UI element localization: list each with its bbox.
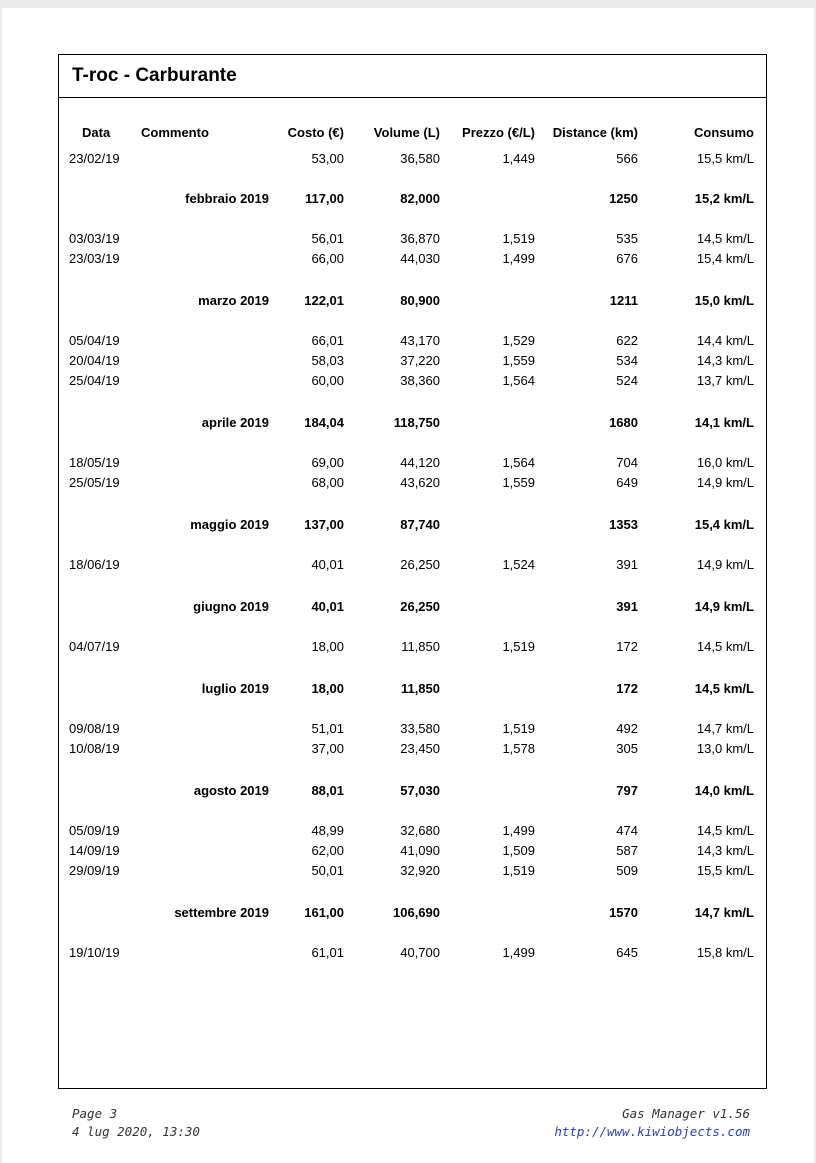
cost-cell: 66,00 (311, 251, 344, 266)
distance-cell: 1680 (609, 415, 638, 430)
date-cell: 14/09/19 (69, 843, 120, 858)
header-cost: Costo (€) (287, 125, 344, 140)
table-row (59, 945, 766, 961)
month-label: giugno 2019 (193, 599, 269, 614)
volume-cell: 37,220 (400, 353, 440, 368)
volume-cell: 82,000 (400, 191, 440, 206)
volume-cell: 87,740 (400, 517, 440, 532)
cost-cell: 40,01 (311, 599, 344, 614)
consumption-cell: 16,0 km/L (696, 455, 754, 470)
consumption-cell: 14,7 km/L (694, 905, 754, 920)
table-row (59, 741, 766, 757)
distance-cell: 524 (616, 373, 638, 388)
table-row (59, 557, 766, 573)
volume-cell: 57,030 (400, 783, 440, 798)
report-page (2, 8, 814, 1163)
consumption-cell: 14,5 km/L (694, 681, 754, 696)
consumption-cell: 14,3 km/L (696, 843, 754, 858)
month-total-row (59, 681, 766, 697)
price-cell: 1,559 (502, 475, 535, 490)
distance-cell: 1570 (609, 905, 638, 920)
date-cell: 05/04/19 (69, 333, 120, 348)
volume-cell: 26,250 (400, 599, 440, 614)
month-label: aprile 2019 (201, 415, 269, 430)
consumption-cell: 14,5 km/L (696, 823, 754, 838)
table-row (59, 475, 766, 491)
consumption-cell: 13,7 km/L (696, 373, 754, 388)
distance-cell: 391 (616, 557, 638, 572)
cost-cell: 122,01 (304, 293, 344, 308)
price-cell: 1,578 (502, 741, 535, 756)
month-label: maggio 2019 (190, 517, 269, 532)
cost-cell: 69,00 (311, 455, 344, 470)
date-cell: 10/08/19 (69, 741, 120, 756)
volume-cell: 36,870 (400, 231, 440, 246)
consumption-cell: 15,0 km/L (694, 293, 754, 308)
consumption-cell: 14,5 km/L (696, 231, 754, 246)
date-cell: 18/05/19 (69, 455, 120, 470)
consumption-cell: 14,3 km/L (696, 353, 754, 368)
table-row (59, 863, 766, 879)
cost-cell: 40,01 (311, 557, 344, 572)
price-cell: 1,509 (502, 843, 535, 858)
volume-cell: 44,030 (400, 251, 440, 266)
consumption-cell: 13,0 km/L (696, 741, 754, 756)
price-cell: 1,564 (502, 373, 535, 388)
header-date: Data (82, 125, 111, 140)
date-cell: 25/04/19 (69, 373, 120, 388)
month-total-row (59, 517, 766, 533)
price-cell: 1,519 (502, 231, 535, 246)
consumption-cell: 14,5 km/L (696, 639, 754, 654)
distance-cell: 535 (616, 231, 638, 246)
distance-cell: 704 (616, 455, 638, 470)
header-consumption: Consumo (694, 125, 754, 140)
consumption-cell: 15,8 km/L (696, 945, 754, 960)
consumption-cell: 15,4 km/L (696, 251, 754, 266)
cost-cell: 37,00 (311, 741, 344, 756)
date-cell: 18/06/19 (69, 557, 120, 572)
cost-cell: 88,01 (311, 783, 344, 798)
month-total-row (59, 599, 766, 615)
price-cell: 1,519 (502, 639, 535, 654)
table-row (59, 353, 766, 369)
date-cell: 05/09/19 (69, 823, 120, 838)
date-cell: 09/08/19 (69, 721, 120, 736)
header-distance: Distance (km) (552, 125, 638, 140)
month-label: agosto 2019 (193, 783, 269, 798)
cost-cell: 51,01 (311, 721, 344, 736)
distance-cell: 1250 (609, 191, 638, 206)
volume-cell: 43,620 (400, 475, 440, 490)
price-cell: 1,519 (502, 721, 535, 736)
table-row (59, 151, 766, 167)
volume-cell: 32,920 (400, 863, 440, 878)
volume-cell: 43,170 (400, 333, 440, 348)
table-row (59, 455, 766, 471)
distance-cell: 587 (616, 843, 638, 858)
report-title: T-roc - Carburante (59, 55, 766, 98)
volume-cell: 38,360 (400, 373, 440, 388)
distance-cell: 534 (616, 353, 638, 368)
cost-cell: 56,01 (311, 231, 344, 246)
table-row (59, 639, 766, 655)
distance-cell: 305 (616, 741, 638, 756)
month-label: luglio 2019 (201, 681, 269, 696)
price-cell: 1,449 (502, 151, 535, 166)
volume-cell: 40,700 (400, 945, 440, 960)
distance-cell: 172 (616, 681, 638, 696)
volume-cell: 11,850 (401, 639, 440, 654)
table-row (59, 231, 766, 247)
distance-cell: 1353 (609, 517, 638, 532)
distance-cell: 649 (616, 475, 638, 490)
cost-cell: 184,04 (304, 415, 344, 430)
website-link[interactable]: http://www.kiwiobjects.com (554, 1124, 750, 1139)
distance-cell: 622 (616, 333, 638, 348)
month-total-row (59, 191, 766, 207)
volume-cell: 36,580 (400, 151, 440, 166)
table-row (59, 843, 766, 859)
distance-cell: 645 (616, 945, 638, 960)
app-version: Gas Manager v1.56 (622, 1106, 750, 1121)
cost-cell: 68,00 (311, 475, 344, 490)
consumption-cell: 14,0 km/L (694, 783, 754, 798)
consumption-cell: 14,7 km/L (696, 721, 754, 736)
consumption-cell: 14,9 km/L (696, 475, 754, 490)
cost-cell: 61,01 (311, 945, 344, 960)
table-row (59, 721, 766, 737)
month-total-row (59, 905, 766, 921)
price-cell: 1,529 (502, 333, 535, 348)
report-frame (58, 54, 767, 1089)
header-volume: Volume (L) (373, 125, 440, 140)
cost-cell: 48,99 (311, 823, 344, 838)
consumption-cell: 14,1 km/L (694, 415, 754, 430)
month-total-row (59, 415, 766, 431)
distance-cell: 566 (616, 151, 638, 166)
month-label: marzo 2019 (198, 293, 269, 308)
distance-cell: 509 (616, 863, 638, 878)
consumption-cell: 14,9 km/L (694, 599, 754, 614)
volume-cell: 118,750 (393, 415, 440, 430)
table-row (59, 251, 766, 267)
date-cell: 23/02/19 (69, 151, 120, 166)
consumption-cell: 14,4 km/L (696, 333, 754, 348)
date-cell: 03/03/19 (69, 231, 120, 246)
cost-cell: 58,03 (311, 353, 344, 368)
consumption-cell: 15,4 km/L (694, 517, 754, 532)
cost-cell: 137,00 (304, 517, 344, 532)
print-timestamp: 4 lug 2020, 13:30 (72, 1124, 200, 1139)
date-cell: 25/05/19 (69, 475, 120, 490)
price-cell: 1,524 (502, 557, 535, 572)
distance-cell: 391 (616, 599, 638, 614)
month-total-row (59, 293, 766, 309)
price-cell: 1,499 (502, 823, 535, 838)
date-cell: 29/09/19 (69, 863, 120, 878)
cost-cell: 66,01 (311, 333, 344, 348)
volume-cell: 23,450 (400, 741, 440, 756)
volume-cell: 32,680 (400, 823, 440, 838)
cost-cell: 161,00 (304, 905, 344, 920)
consumption-cell: 15,5 km/L (696, 863, 754, 878)
volume-cell: 26,250 (400, 557, 440, 572)
distance-cell: 1211 (609, 293, 638, 308)
volume-cell: 33,580 (400, 721, 440, 736)
cost-cell: 18,00 (311, 681, 344, 696)
consumption-cell: 14,9 km/L (696, 557, 754, 572)
distance-cell: 474 (616, 823, 638, 838)
header-comment: Commento (141, 125, 209, 140)
volume-cell: 11,850 (400, 681, 440, 696)
cost-cell: 62,00 (311, 843, 344, 858)
distance-cell: 492 (616, 721, 638, 736)
cost-cell: 53,00 (311, 151, 344, 166)
table-header (59, 125, 766, 141)
date-cell: 04/07/19 (69, 639, 120, 654)
table-row (59, 333, 766, 349)
distance-cell: 676 (616, 251, 638, 266)
cost-cell: 117,00 (304, 191, 344, 206)
consumption-cell: 15,5 km/L (696, 151, 754, 166)
month-label: febbraio 2019 (185, 191, 269, 206)
volume-cell: 41,090 (400, 843, 440, 858)
volume-cell: 80,900 (400, 293, 440, 308)
consumption-cell: 15,2 km/L (694, 191, 754, 206)
volume-cell: 106,690 (393, 905, 440, 920)
date-cell: 19/10/19 (69, 945, 120, 960)
price-cell: 1,564 (502, 455, 535, 470)
header-price: Prezzo (€/L) (462, 125, 535, 140)
price-cell: 1,499 (502, 251, 535, 266)
date-cell: 20/04/19 (69, 353, 120, 368)
distance-cell: 172 (616, 639, 638, 654)
month-label: settembre 2019 (174, 905, 269, 920)
cost-cell: 50,01 (311, 863, 344, 878)
page-number: Page 3 (72, 1106, 118, 1121)
date-cell: 23/03/19 (69, 251, 120, 266)
table-row (59, 373, 766, 389)
price-cell: 1,559 (502, 353, 535, 368)
month-total-row (59, 783, 766, 799)
cost-cell: 60,00 (311, 373, 344, 388)
cost-cell: 18,00 (311, 639, 344, 654)
price-cell: 1,519 (502, 863, 535, 878)
volume-cell: 44,120 (400, 455, 440, 470)
table-row (59, 823, 766, 839)
price-cell: 1,499 (502, 945, 535, 960)
distance-cell: 797 (616, 783, 638, 798)
